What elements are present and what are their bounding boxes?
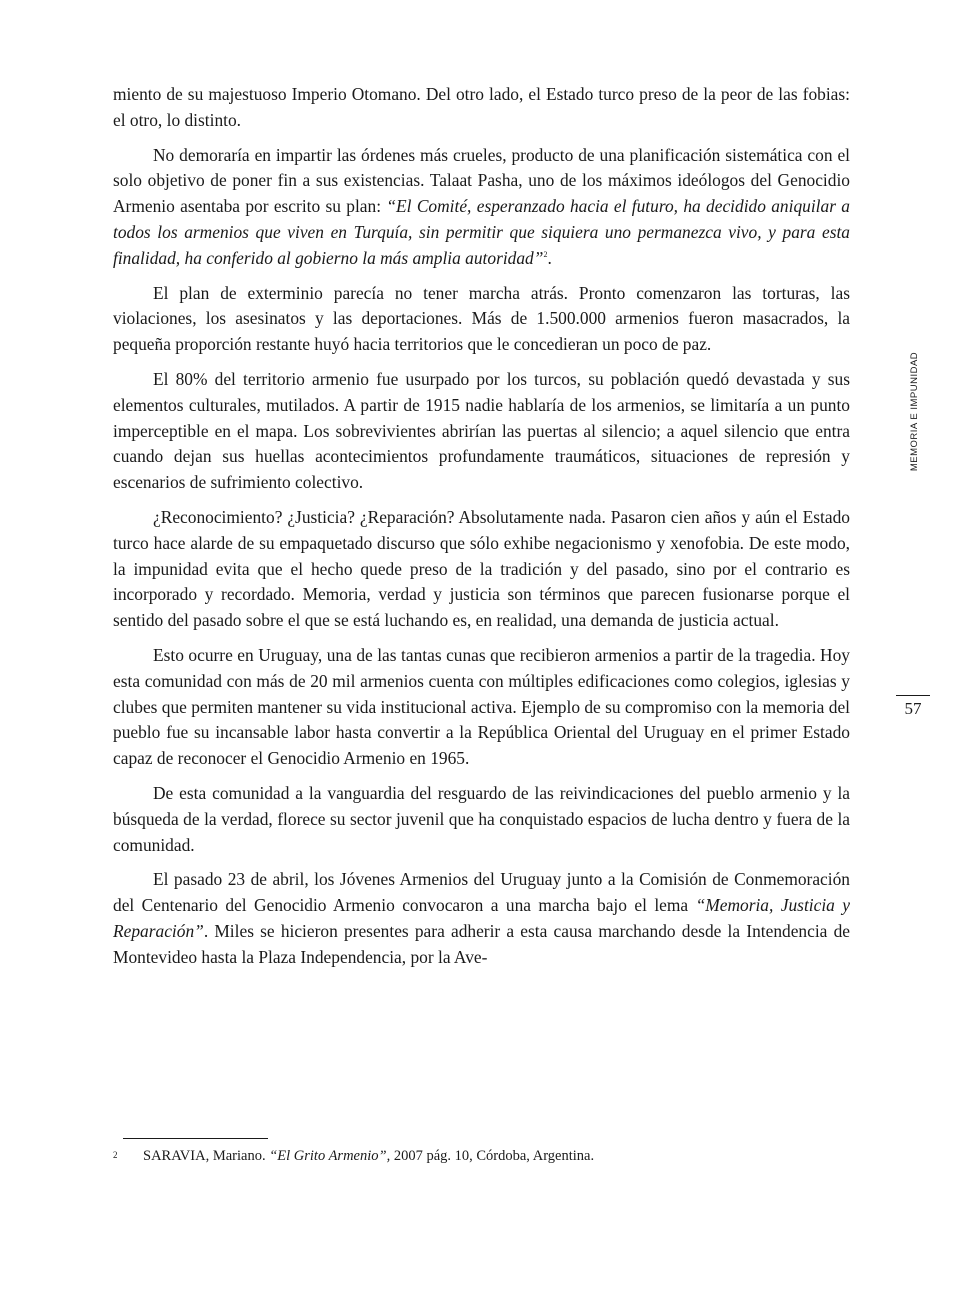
body-text [113,82,850,980]
paragraph-5: ¿Reconocimiento? ¿Justicia? ¿Reparación? Absolutamente nada. Pasaron cien años y aún el Estado turco hace alarde de su empaquetado discurso que sólo exhibe negacionismo y xenofobia. De este modo, la impunidad evita que el hecho quede preso de la tradición y del pasado, sino por el contrario es incorporado y recordado. Memoria, verdad y justicia son términos que parecen fusionarse porque el sentido del pasado sobre el que se está luchando es, en realidad, una demanda de justicia actual. [113,506,850,631]
paragraph-8-text: El pasado 23 de abril, los Jóvenes Armenios del Uruguay junto a la Comisión de Conmemoración del Centenario del Genocidio Armenio convocaron a una marcha bajo el lema [113,869,850,916]
footnote-author: SARAVIA, Mariano. [143,1148,270,1164]
paragraph-2-text: No demoraría en impartir las órdenes más crueles, producto de una planificación sistemática con el solo objetivo de poner fin a sus existencias. Talaat Pasha, uno de los máximos ideólogos del Genocidio Armenio asentaba por escrito su plan: [113,144,850,217]
paragraph-2 [113,143,850,272]
paragraph-7: De esta comunidad a la vanguardia del resguardo de las reivindicaciones del pueblo armenio y la búsqueda de la verdad, florece su sector juvenil que ha conquistado espacios de lucha dentro y fuera de la comunidad. [113,782,850,855]
running-head-label: MEMORIA E IMPUNIDAD [909,351,921,471]
footnote-number: 2 [113,1150,118,1160]
march-motto: “Memoria, Justicia y Reparación” [113,895,850,941]
paragraph-4: El 80% del territorio armenio fue usurpado por los turcos, su población quedó devastada y sus elementos culturales, mutilados. A partir de 1915 nadie hablaría de los armenios, se limitaría a un punto imperceptible en el mapa. Los sobrevivientes abrirían las puertas al silencio; a aquel silencio que entra cuando dejan sus huellas acontecimientos profundamente traumáticos, situaciones de represión y escenarios de sufrimiento colectivo. [113,368,850,493]
footnote-reference: 2 [543,249,548,259]
paragraph-1: miento de su majestuoso Imperio Otomano. Del otro lado, el Estado turco preso de la peor de las fobias: el otro, lo distinto. [113,84,850,130]
footnote-separator [123,1138,268,1139]
footnote-text [143,1146,594,1166]
paragraph-8 [113,867,850,970]
page-number: 57 [904,699,922,718]
paragraph-8-end: . Miles se hicieron presentes para adherir a esta causa marchando desde la Intendencia de Montevideo hasta la Plaza Independencia, por la Ave- [113,920,850,967]
paragraph-2-end: . [547,247,552,268]
running-head [885,338,945,484]
footnote-title: “El Grito Armenio”, [269,1148,391,1164]
paragraph-6: Esto ocurre en Uruguay, una de las tantas cunas que recibieron armenios a partir de la tragedia. Hoy esta comunidad con más de 20 mil armenios cuenta con múltiples edificaciones como colegios, iglesias y clubes que permiten mantener su vida institucional activa. Ejemplo de su compromiso con la memoria del pueblo fue su incansable labor hasta convertir a la República Oriental del Uruguay en el primer Estado capaz de reconocer el Genocidio Armenio en 1965. [113,644,850,769]
talaat-pasha-quote: “El Comité, esperanzado hacia el futuro, ha decidido aniquilar a todos los armenios que viven en Turquía, sin permitir que siquiera uno permanezca vivo, y para esta finalidad, ha conferido al gobierno la más amplia autoridad” [113,196,850,268]
footnote-details: 2007 pág. 10, Córdoba, Argentina. [390,1148,595,1164]
paragraph-3: El plan de exterminio parecía no tener marcha atrás. Pronto comenzaron las torturas, las violaciones, los asesinatos y las deportaciones. Más de 1.500.000 armenios fueron masacrados, la pequeña proporción restante huyó hacia territorios que le concedieran un poco de paz. [113,282,850,355]
page-number-rule [896,695,930,696]
